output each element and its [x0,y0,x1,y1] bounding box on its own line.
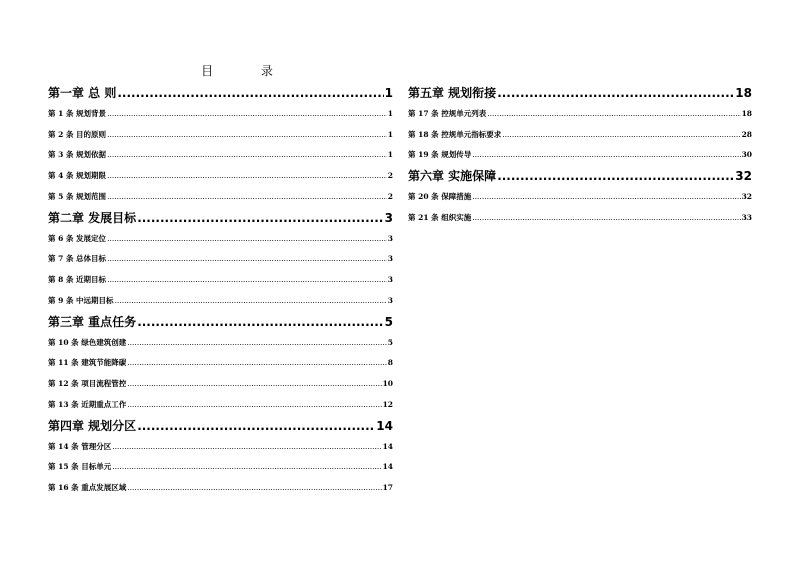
toc-article-entry[interactable] [408,212,752,223]
toc-page-number: 14 [376,418,393,433]
toc-article-entry[interactable] [48,170,393,181]
toc-dot-leader [137,211,383,225]
toc-dot-leader [127,338,387,347]
toc-page-number: 3 [387,254,393,264]
toc-page-number: 3 [387,296,393,305]
toc-article-entry[interactable] [48,357,393,368]
toc-dot-leader [107,171,387,180]
toc-page-number: 14 [382,462,393,472]
toc-entry-label: 第一章 总 则 [48,86,117,100]
toc-page-number: 8 [387,358,393,368]
toc-entry-label: 第 20 条 保障措施 [408,192,472,201]
toc-dot-leader [107,109,387,118]
toc-dot-leader [487,109,740,118]
toc-dot-leader [127,379,381,388]
toc-page-number: 2 [387,171,393,181]
toc-article-entry[interactable] [408,108,752,119]
toc-article-entry[interactable] [48,337,393,348]
toc-dot-leader [112,462,381,471]
toc-dot-leader [107,234,387,243]
toc-entry-label: 第六章 实施保障 [408,169,497,184]
toc-dot-leader [137,419,375,433]
toc-page-number: 1 [384,86,393,100]
toc-entry-label: 第 17 条 控规单元列表 [408,108,487,118]
toc-dot-leader [472,213,740,222]
toc-entry-label: 第 11 条 建筑节能降碳 [48,358,127,368]
toc-page-number: 10 [382,379,393,389]
toc-page-number: 18 [735,86,752,100]
toc-article-entry[interactable] [408,149,752,160]
toc-article-entry[interactable] [48,461,393,472]
toc-chapter-entry[interactable] [48,209,393,226]
toc-entry-label: 第五章 规划衔接 [408,86,497,100]
toc-entry-label: 第 13 条 近期重点工作 [48,400,127,409]
toc-article-entry[interactable] [48,108,393,119]
toc-page-number: 18 [741,108,752,118]
toc-entry-label: 第 1 条 规划背景 [48,108,107,118]
toc-article-entry[interactable] [48,378,393,389]
toc-entry-label: 第三章 重点任务 [48,314,137,329]
toc-entry-label: 第 9 条 中远期目标 [48,296,114,305]
toc-chapter-entry[interactable] [408,167,752,184]
toc-chapter-entry[interactable] [48,313,393,330]
toc-page-number: 3 [384,210,393,225]
toc-article-entry[interactable] [48,274,393,285]
toc-page-number: 5 [387,337,393,347]
toc-dot-leader [472,150,740,159]
toc-dot-leader [497,86,734,100]
toc-entry-label: 第 6 条 发展定位 [48,233,107,243]
toc-dot-leader [107,254,387,263]
toc-entry-label: 第 16 条 重点发展区域 [48,483,127,493]
toc-page-number: 32 [741,192,752,201]
toc-entry-label: 第 7 条 总体目标 [48,254,107,264]
toc-article-entry[interactable] [48,295,393,306]
toc-entry-label: 第 14 条 管理分区 [48,441,112,451]
toc-page-number: 3 [387,233,393,243]
toc-page-number: 32 [735,169,752,184]
toc-article-entry[interactable] [48,482,393,493]
toc-page-number: 14 [382,441,393,451]
toc-dot-leader [127,400,381,409]
toc-dot-leader [112,442,381,451]
toc-dot-leader [137,315,383,329]
toc-entry-label: 第 10 条 绿色建筑创建 [48,337,127,347]
toc-entry-label: 第 12 条 项目流程管控 [48,379,127,389]
toc-page-number: 3 [387,275,393,285]
toc-page-number: 1 [387,129,393,139]
toc-article-entry[interactable] [48,233,393,244]
toc-entry-label: 第 4 条 规划期限 [48,171,107,181]
toc-dot-leader [127,358,387,367]
toc-page-number: 28 [741,129,752,139]
toc-page-number: 33 [741,212,752,222]
toc-chapter-entry[interactable] [408,84,752,101]
toc-page-number: 30 [741,150,752,160]
toc-article-entry[interactable] [48,149,393,160]
toc-dot-leader [107,192,387,201]
toc-entry-label: 第 18 条 控规单元指标要求 [408,129,502,139]
toc-chapter-entry[interactable] [48,84,393,101]
toc-page-number: 12 [382,400,393,409]
toc-article-entry[interactable] [408,191,752,202]
toc-entry-label: 第 21 条 组织实施 [408,212,472,222]
toc-entry-label: 第 19 条 规划传导 [408,150,472,160]
toc-dot-leader [502,130,740,139]
toc-article-entry[interactable] [48,191,393,202]
toc-entry-label: 第四章 规划分区 [48,418,137,433]
toc-entry-label: 第 2 条 目的原则 [48,129,107,139]
toc-dot-leader [127,483,381,492]
toc-chapter-entry[interactable] [48,417,393,434]
toc-entry-label: 第 8 条 近期目标 [48,275,107,285]
toc-title: 目 录 [201,64,295,78]
toc-article-entry[interactable] [48,129,393,140]
toc-page-number: 17 [382,483,393,493]
toc-dot-leader [107,150,387,159]
toc-article-entry[interactable] [408,129,752,140]
toc-dot-leader [117,86,383,100]
toc-page-number: 1 [387,150,393,160]
toc-entry-label: 第二章 发展目标 [48,210,137,225]
toc-entry-label: 第 5 条 规划范围 [48,192,107,201]
toc-page-number: 5 [384,314,393,329]
toc-entry-label: 第 3 条 规划依据 [48,150,107,160]
toc-dot-leader [115,296,387,305]
toc-article-entry[interactable] [48,253,393,264]
toc-dot-leader [107,130,387,139]
toc-entry-label: 第 15 条 目标单元 [48,462,112,472]
toc-dot-leader [472,192,740,201]
toc-dot-leader [497,169,734,183]
toc-dot-leader [107,275,387,284]
toc-article-entry[interactable] [48,441,393,452]
toc-page-number: 2 [387,192,393,201]
toc-article-entry[interactable] [48,399,393,410]
toc-page-number: 1 [387,108,393,118]
